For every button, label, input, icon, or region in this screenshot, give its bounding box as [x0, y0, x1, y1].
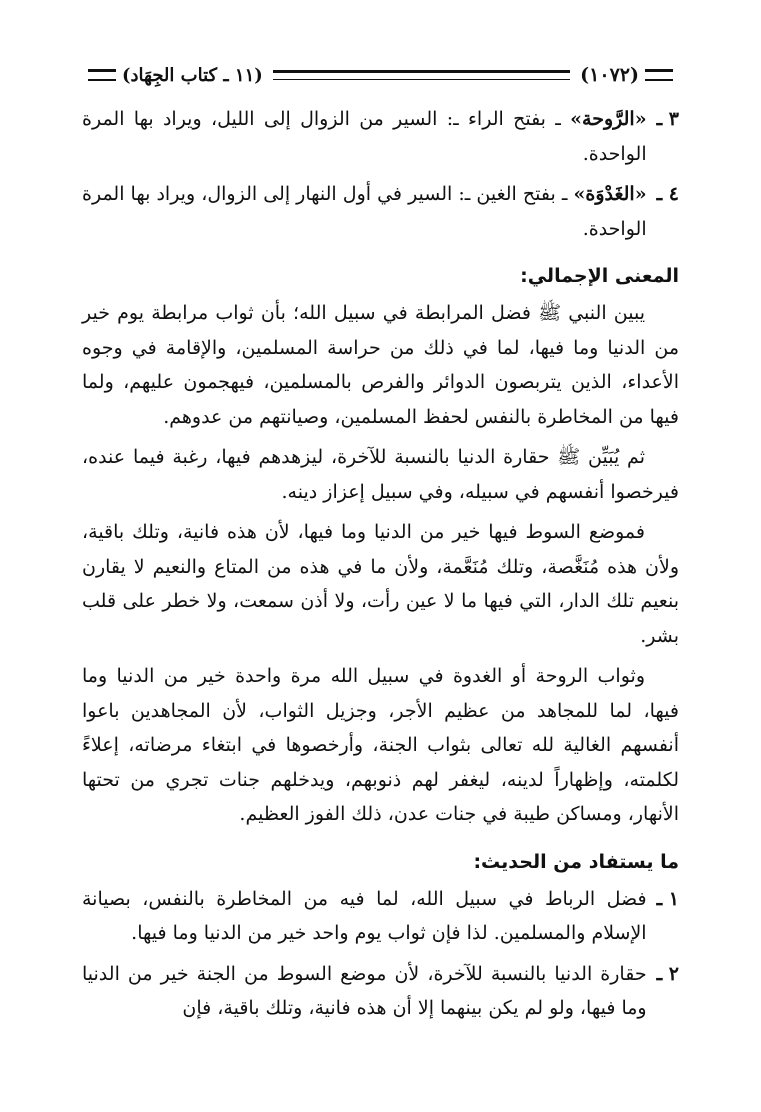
page-number: (١٠٧٢): [580, 64, 639, 86]
benefit-text: حقارة الدنيا بالنسبة للآخرة، لأن موضع السوط من الجنة خير من الدنيا وما فيها، ولو لم يكن بينهما إلا أن هذه فانية، وتلك باقية، فإن: [82, 962, 647, 1019]
header-rule: [273, 70, 570, 80]
benefit-item: [82, 957, 679, 1026]
vocab-number: ٣ ـ: [656, 108, 679, 130]
vocab-term: «الغَدْوَة»: [573, 183, 647, 205]
general-meaning-paragraph: ثم يُبَيِّن ﷺ حقارة الدنيا بالنسبة للآخرة، ليزهدهم فيها، رغبة فيما عنده، فيرخصوا أنفسهم في سبيله، وفي سبيل إعزاز دينه.: [82, 446, 679, 503]
benefit-item: [82, 882, 679, 951]
vocab-list: [82, 102, 679, 246]
chapter-title: (١١ ـ كتاب الجِهَاد): [122, 64, 263, 86]
vocab-definition: ـ بفتح الراء ـ: السير من الزوال إلى الليل، ويراد بها المرة الواحدة.: [82, 108, 647, 165]
general-meaning-paragraph: فموضع السوط فيها خير من الدنيا وما فيها، لأن هذه فانية، وتلك باقية، ولأن هذه مُنَغَّصة، وتلك مُنَعَّمة، ولأن ما في هذه من المتاع والنعيم لا يقارن بنعيم تلك الدار، التي فيها ما لا عين رأت، ولا أذن سمعت، ولا خطر على قلب بشر.: [82, 521, 679, 647]
benefits-heading: ما يستفاد من الحديث:: [473, 850, 679, 873]
header-rule-start: [645, 69, 673, 81]
vocab-item: [82, 177, 679, 246]
header-rule-end: [88, 69, 116, 81]
general-meaning-heading: المعنى الإجمالي:: [520, 265, 679, 287]
benefit-number: ٢ ـ: [656, 962, 679, 985]
vocab-number: ٤ ـ: [656, 183, 679, 205]
benefits-list: [82, 882, 679, 1026]
running-header: [82, 62, 679, 88]
vocab-term: «الرَّوحة»: [570, 108, 647, 130]
vocab-definition: ـ بفتح الغين ـ: السير في أول النهار إلى الزوال، ويراد بها المرة الواحدة.: [82, 183, 647, 240]
general-meaning-paragraph: وثواب الروحة أو الغدوة في سبيل الله مرة واحدة خير من الدنيا وما فيها، لما للمجاهد من عظيم الأجر، وجزيل الثواب، لأن المجاهدين باعوا أنفسهم الغالية لله تعالى بثواب الجنة، وأرخصوها في ابتغاء مرضاته، إعلاءً لكلمته، وإظهاراً لدينه، ليغفر لهم ذنوبهم، ويدخلهم جنات تجري من تحتها الأنهار، ومساكن طيبة في جنات عدن، ذلك الفوز العظيم.: [82, 665, 679, 825]
benefit-text: فضل الرباط في سبيل الله، لما فيه من المخاطرة بالنفس، بصيانة الإسلام والمسلمين. لذا فإن ثواب يوم واحد خير من الدنيا وما فيها.: [82, 887, 647, 944]
benefit-number: ١ ـ: [656, 887, 679, 910]
general-meaning-paragraph: يبين النبي ﷺ فضل المرابطة في سبيل الله؛ بأن ثواب مرابطة يوم خير من الدنيا وما فيها، لما في ذلك من حراسة المسلمين، والإقامة في وجوه الأعداء، الذين يتربصون الدوائر والفرص بالمسلمين، فيهجمون عليهم، ولما فيها من المخاطرة بالنفس لحفظ المسلمين، وصيانتهم من عدوهم.: [82, 302, 679, 428]
vocab-item: [82, 102, 679, 171]
